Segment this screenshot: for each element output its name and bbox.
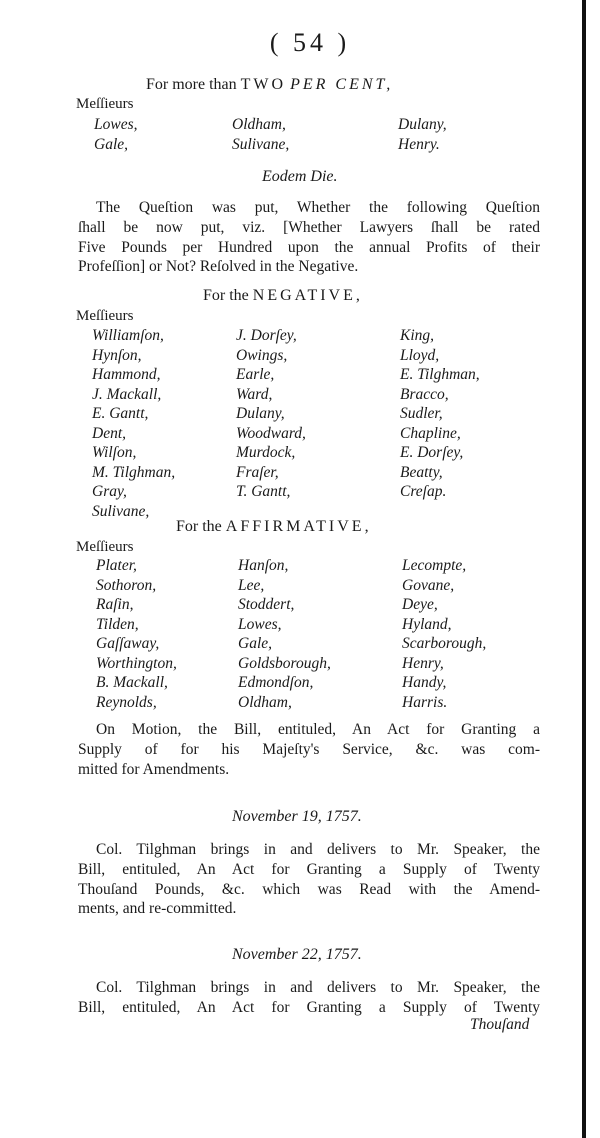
member-name: Ward, <box>236 385 273 403</box>
nov22-line: Col. Tilghman brings in and delivers to Mr. Speaker, the <box>96 979 540 996</box>
question-line: ſhall be now put, viz. [Whether Lawyers ſhall be rated <box>78 218 540 236</box>
member-name: Handy, <box>402 674 447 691</box>
member-name: Creſap. <box>400 483 447 500</box>
member-name: E. Gantt, <box>92 405 149 422</box>
name-column <box>400 326 480 502</box>
nov19-paragraph <box>78 840 540 919</box>
member-name: Hammond, <box>92 366 161 383</box>
member-name: Dulany, <box>398 116 447 133</box>
nov19-line: Bill, entituled, An Act for Granting a Supply of Twenty <box>78 860 540 878</box>
catchword: Thouſand <box>470 1016 530 1033</box>
member-name: Bracco, <box>400 385 449 403</box>
messieurs-label: Meſſieurs <box>76 308 134 324</box>
member-name: M. Tilghman, <box>92 463 176 481</box>
member-name: Lecompte, <box>402 557 467 574</box>
member-name: Goldsborough, <box>238 654 331 672</box>
member-name: Sulivane, <box>232 135 290 153</box>
motion-line: mitted for Amendments. <box>78 760 230 778</box>
member-name: Chapline, <box>400 424 461 442</box>
name-column <box>398 115 447 154</box>
member-name: King, <box>400 327 435 344</box>
page-edge-rule <box>582 0 586 1138</box>
eodem-die-heading: Eodem Die. <box>262 168 338 185</box>
member-name: Williamſon, <box>92 327 164 344</box>
member-name: Harris. <box>402 693 448 711</box>
member-name: Dulany, <box>236 405 285 422</box>
member-name: Lee, <box>238 576 265 594</box>
member-name: Gaſſaway, <box>96 635 160 652</box>
member-name: Lowes, <box>238 615 282 633</box>
date-heading-nov-22: November 22, 1757. <box>232 946 362 963</box>
nov19-line: ments, and re-committed. <box>78 900 237 918</box>
member-name: Woodward, <box>236 424 306 442</box>
affirmative-heading <box>176 518 372 536</box>
member-name: Oldham, <box>232 116 286 133</box>
question-line: The Queſtion was put, Whether the following Queſtion <box>96 199 540 216</box>
member-name: Hynſon, <box>92 346 142 364</box>
name-column <box>236 326 306 502</box>
negative-heading-word: NEGATIVE, <box>252 287 363 304</box>
member-name: Beatty, <box>400 463 443 481</box>
member-name: B. Mackall, <box>96 674 168 691</box>
member-name: Scarborough, <box>402 635 487 652</box>
member-name: Sothoron, <box>96 576 157 594</box>
member-name: Henry, <box>402 654 444 672</box>
member-name: Lloyd, <box>400 346 440 364</box>
messieurs-label: Meſſieurs <box>76 96 134 112</box>
negative-heading <box>203 287 363 305</box>
affirmative-heading-prefix: For the <box>176 518 222 535</box>
name-column <box>96 556 177 712</box>
name-column <box>92 326 175 521</box>
nov22-paragraph <box>78 978 540 1018</box>
question-line: Profeſſion] or Not? Reſolved in the Negative. <box>78 258 359 276</box>
member-name: J. Dorſey, <box>236 327 297 344</box>
name-column <box>238 556 331 712</box>
member-name: Plater, <box>96 557 137 574</box>
member-name: Reynolds, <box>96 693 157 711</box>
question-line: Five Pounds per Hundred upon the annual Profits of their <box>78 238 540 256</box>
member-name: Deye, <box>402 596 438 613</box>
messieurs-label: Meſſieurs <box>76 539 134 555</box>
motion-line: Supply of for his Majeſty's Service, &c. was com- <box>78 740 540 758</box>
percent-heading-prefix: For more than <box>146 76 237 93</box>
member-name: Oldham, <box>238 693 292 711</box>
page-number: ( 54 ) <box>269 28 351 57</box>
member-name: E. Dorſey, <box>400 444 464 461</box>
member-name: Hyland, <box>402 615 452 633</box>
member-name: Gray, <box>92 483 127 500</box>
name-column <box>94 115 138 154</box>
question-paragraph <box>78 198 540 277</box>
member-name: Sudler, <box>400 405 443 422</box>
member-name: Govane, <box>402 576 455 594</box>
nov19-line: Thouſand Pounds, &c. which was Read with the Amend- <box>78 880 540 898</box>
member-name: Henry. <box>398 135 440 153</box>
member-name: E. Tilghman, <box>400 366 480 383</box>
name-column <box>232 115 289 154</box>
percent-heading <box>146 76 393 94</box>
nov22-line: Bill, entituled, An Act for Granting a Supply of Twenty <box>78 998 540 1016</box>
member-name: Gale, <box>94 135 129 153</box>
member-name: Owings, <box>236 346 288 364</box>
member-name: Worthington, <box>96 654 177 672</box>
member-name: Sulivane, <box>92 502 150 520</box>
member-name: Dent, <box>92 424 127 442</box>
member-name: T. Gantt, <box>236 483 291 500</box>
member-name: Lowes, <box>94 116 138 133</box>
name-column <box>402 556 486 712</box>
member-name: Tilden, <box>96 615 139 633</box>
member-name: Murdock, <box>236 444 296 461</box>
date-heading-nov-19: November 19, 1757. <box>232 808 362 825</box>
member-name: Raſin, <box>96 596 134 613</box>
motion-line: On Motion, the Bill, entituled, An Act for Granting a <box>96 721 540 738</box>
member-name: Wilſon, <box>92 444 137 461</box>
negative-heading-prefix: For the <box>203 287 249 304</box>
member-name: Fraſer, <box>236 463 279 481</box>
affirmative-heading-word: AFFIRMATIVE, <box>225 518 372 535</box>
motion-paragraph <box>78 720 540 779</box>
member-name: J. Mackall, <box>92 385 162 403</box>
member-name: Hanſon, <box>238 557 289 574</box>
member-name: Edmondſon, <box>238 674 314 691</box>
member-name: Earle, <box>236 366 275 383</box>
member-name: Gale, <box>238 635 273 652</box>
member-name: Stoddert, <box>238 596 295 613</box>
percent-heading-two: TWO <box>240 76 287 93</box>
nov19-line: Col. Tilghman brings in and delivers to Mr. Speaker, the <box>96 841 540 858</box>
percent-heading-per-cent: PER CENT, <box>290 76 394 93</box>
